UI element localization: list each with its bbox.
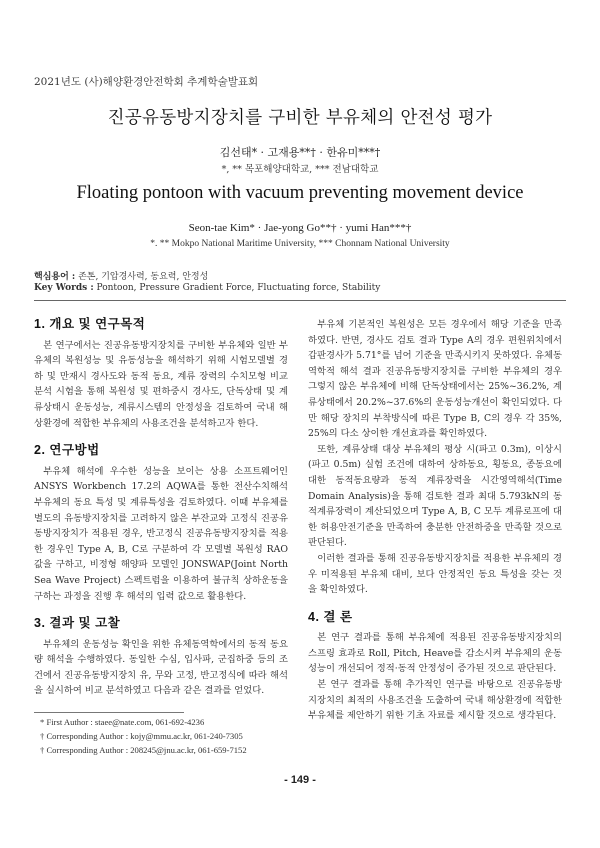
keywords-korean — [34, 269, 208, 282]
section-1-body: 본 연구에서는 진공유동방지장치를 구비한 부유체와 일반 부유체의 복원성능 및 유동성능을 해석하기 위해 시험모델별 경하 및 만재시 경사도와 동적 동요, 계류 장력의 수치모형 비교 분석 시험을 통해 복원성 및 편하중시 경사도, 단독상태 및 계류상태시 운동성능, 계류시스템의 안정성을 검토하여 국내 해상환경에 적합한 부유체의 사용조건을 분석하고자 한다. — [34, 339, 288, 429]
keywords-korean-label: 핵심용어 : — [34, 272, 76, 282]
paper-title-english: Floating pontoon with vacuum preventing movement device — [76, 183, 524, 203]
footnote-first-author: * First Author : staee@nate.com, 061-692-4236 — [40, 717, 205, 727]
conclusion-paragraph-2: 본 연구 결과를 통해 추가적인 연구를 바탕으로 진공유동방지장치의 최적의 사용조건을 도출하여 국내 해상환경에 적합한 부유체를 제안하기 위한 기초 자료를 제시할 것으로 생각된다. — [308, 679, 562, 722]
footnote-corresponding-author-2: † Corresponding Author : 208245@jnu.ac.kr, 061-659-7152 — [40, 745, 247, 755]
section-2-heading: 2. 연구방법 — [34, 443, 100, 458]
section-4-heading: 4. 결 론 — [308, 609, 353, 624]
footnote-corresponding-author-1: † Corresponding Author : kojy@mmu.ac.kr, 061-240-7305 — [40, 731, 243, 741]
keywords-english — [34, 283, 380, 293]
affiliations-english: *. ** Mokpo National Maritime University, *** Chonnam National University — [150, 239, 450, 249]
conference-header: 2021년도 (사)해양환경안전학회 추계학술발표회 — [34, 76, 259, 88]
keywords-divider — [34, 300, 566, 301]
results-paragraph-1: 부유체 기본적인 복원성은 모든 경우에서 해당 기준을 만족하였다. 반면, 경사도 검토 결과 Type A의 경우 편원위치에서 갑판경사가 5.71°를 넘어 기준을 만족시키지 못하였다. 유체동역학적 해석 결과 진공유동방지장치를 구비한 부유체의 경우 그렇지 않은 부유체에 비해 단독상태에서는 25%~36.2%, 계류상태에서 20.2%~37.6%의 운동성능개선이 확인되었다. 다만 해당 장치의 부착방식에 따른 Type B, C의 경우 각 35%, 25%의 다소 상이한 개선효과를 확인하였다. — [308, 319, 562, 440]
conclusion-paragraph-1: 본 연구 결과를 통해 부유체에 적용된 진공유동방지장치의 스프링 효과로 Roll, Pitch, Heave를 감소시켜 부유체의 운동성능이 개선되어 정적·동적 안정성이 증가된 것으로 판단된다. — [308, 632, 562, 675]
paper-title-korean: 진공유동방지장치를 구비한 부유체의 안전성 평가 — [107, 108, 493, 128]
affiliations-korean: *, ** 목포해양대학교, *** 전남대학교 — [221, 164, 379, 175]
authors-korean: 김선태* · 고재용**† · 한유미***† — [219, 146, 381, 159]
section-3-heading: 3. 결과 및 고찰 — [34, 616, 121, 631]
keywords-english-label: Key Words : — [34, 283, 94, 293]
right-column — [308, 317, 562, 724]
page-number: - 149 - — [284, 774, 316, 786]
section-1-heading: 1. 개요 및 연구목적 — [34, 317, 146, 331]
authors-english: Seon-tae Kim* · Jae-yong Go**† · yumi Han***† — [188, 222, 412, 234]
keywords-english-text: Pontoon, Pressure Gradient Force, Fluctuating force, Stability — [93, 283, 381, 293]
footnote-divider — [34, 712, 184, 713]
section-2-body: 부유체 해석에 우수한 성능을 보이는 상용 소프트웨어인 ANSYS Workbench 17.2의 AQWA를 통한 전산수치해석 부유체의 동요 특성 및 계류특성을 검토하였다. 이때 부유체를 별도의 유동방지장치를 고려하지 않은 부잔교와 고정식 진공유동방지장치가 적용된 경우, 반고정식 진공유동방지장치를 적용한 경우인 Type A, B, C로 구분하여 각 모델별 복원성 RAO 값을 구하고, 비정형 해양파 모델인 JONSWAP(Joint North Sea Wave Project) 스펙트럼을 이용하여 불규칙 상하운동을 구하는 과정을 진행 후 해석의 입력 값으로 활용한다. — [34, 465, 288, 602]
results-paragraph-3: 이러한 결과를 통해 진공유동방지장치를 적용한 부유체의 경우 미적용된 부유체 대비, 보다 안정적인 동요 특성을 갖는 것을 확인하였다. — [308, 552, 562, 596]
section-3-body: 부유체의 운동성능 확인을 위한 유체동역학에서의 동적 동요량 해석을 수행하였다. 동일한 수심, 입사파, 군집하중 등의 조건에서 진공유동방지장치 유, 무와 고정, 반고정식에 따라 해석을 실시하여 비교 분석하였고 다음과 같은 결과를 얻었다. — [34, 638, 288, 697]
keywords-korean-text: 존톤, 기압경사력, 동요력, 안정성 — [75, 272, 209, 282]
results-paragraph-2: 또한, 계류상태 대상 부유체의 평상 시(파고 0.3m), 이상시(파고 0.5m) 실험 조건에 대하여 상하동요, 횡동요, 종동요에 대한 동적동요량과 동적 계류장력을 시간영역해석(Time Domain Analysis)을 통해 검토한 결과 최대 5.793kN의 동적계류장력이 계산되었으며 Type A, B, C 모두 계류로프에 대한 허용안전기준을 만족하여 충분한 안전하중을 만족할 것으로 판단된다. — [308, 443, 562, 549]
left-column — [34, 317, 288, 699]
